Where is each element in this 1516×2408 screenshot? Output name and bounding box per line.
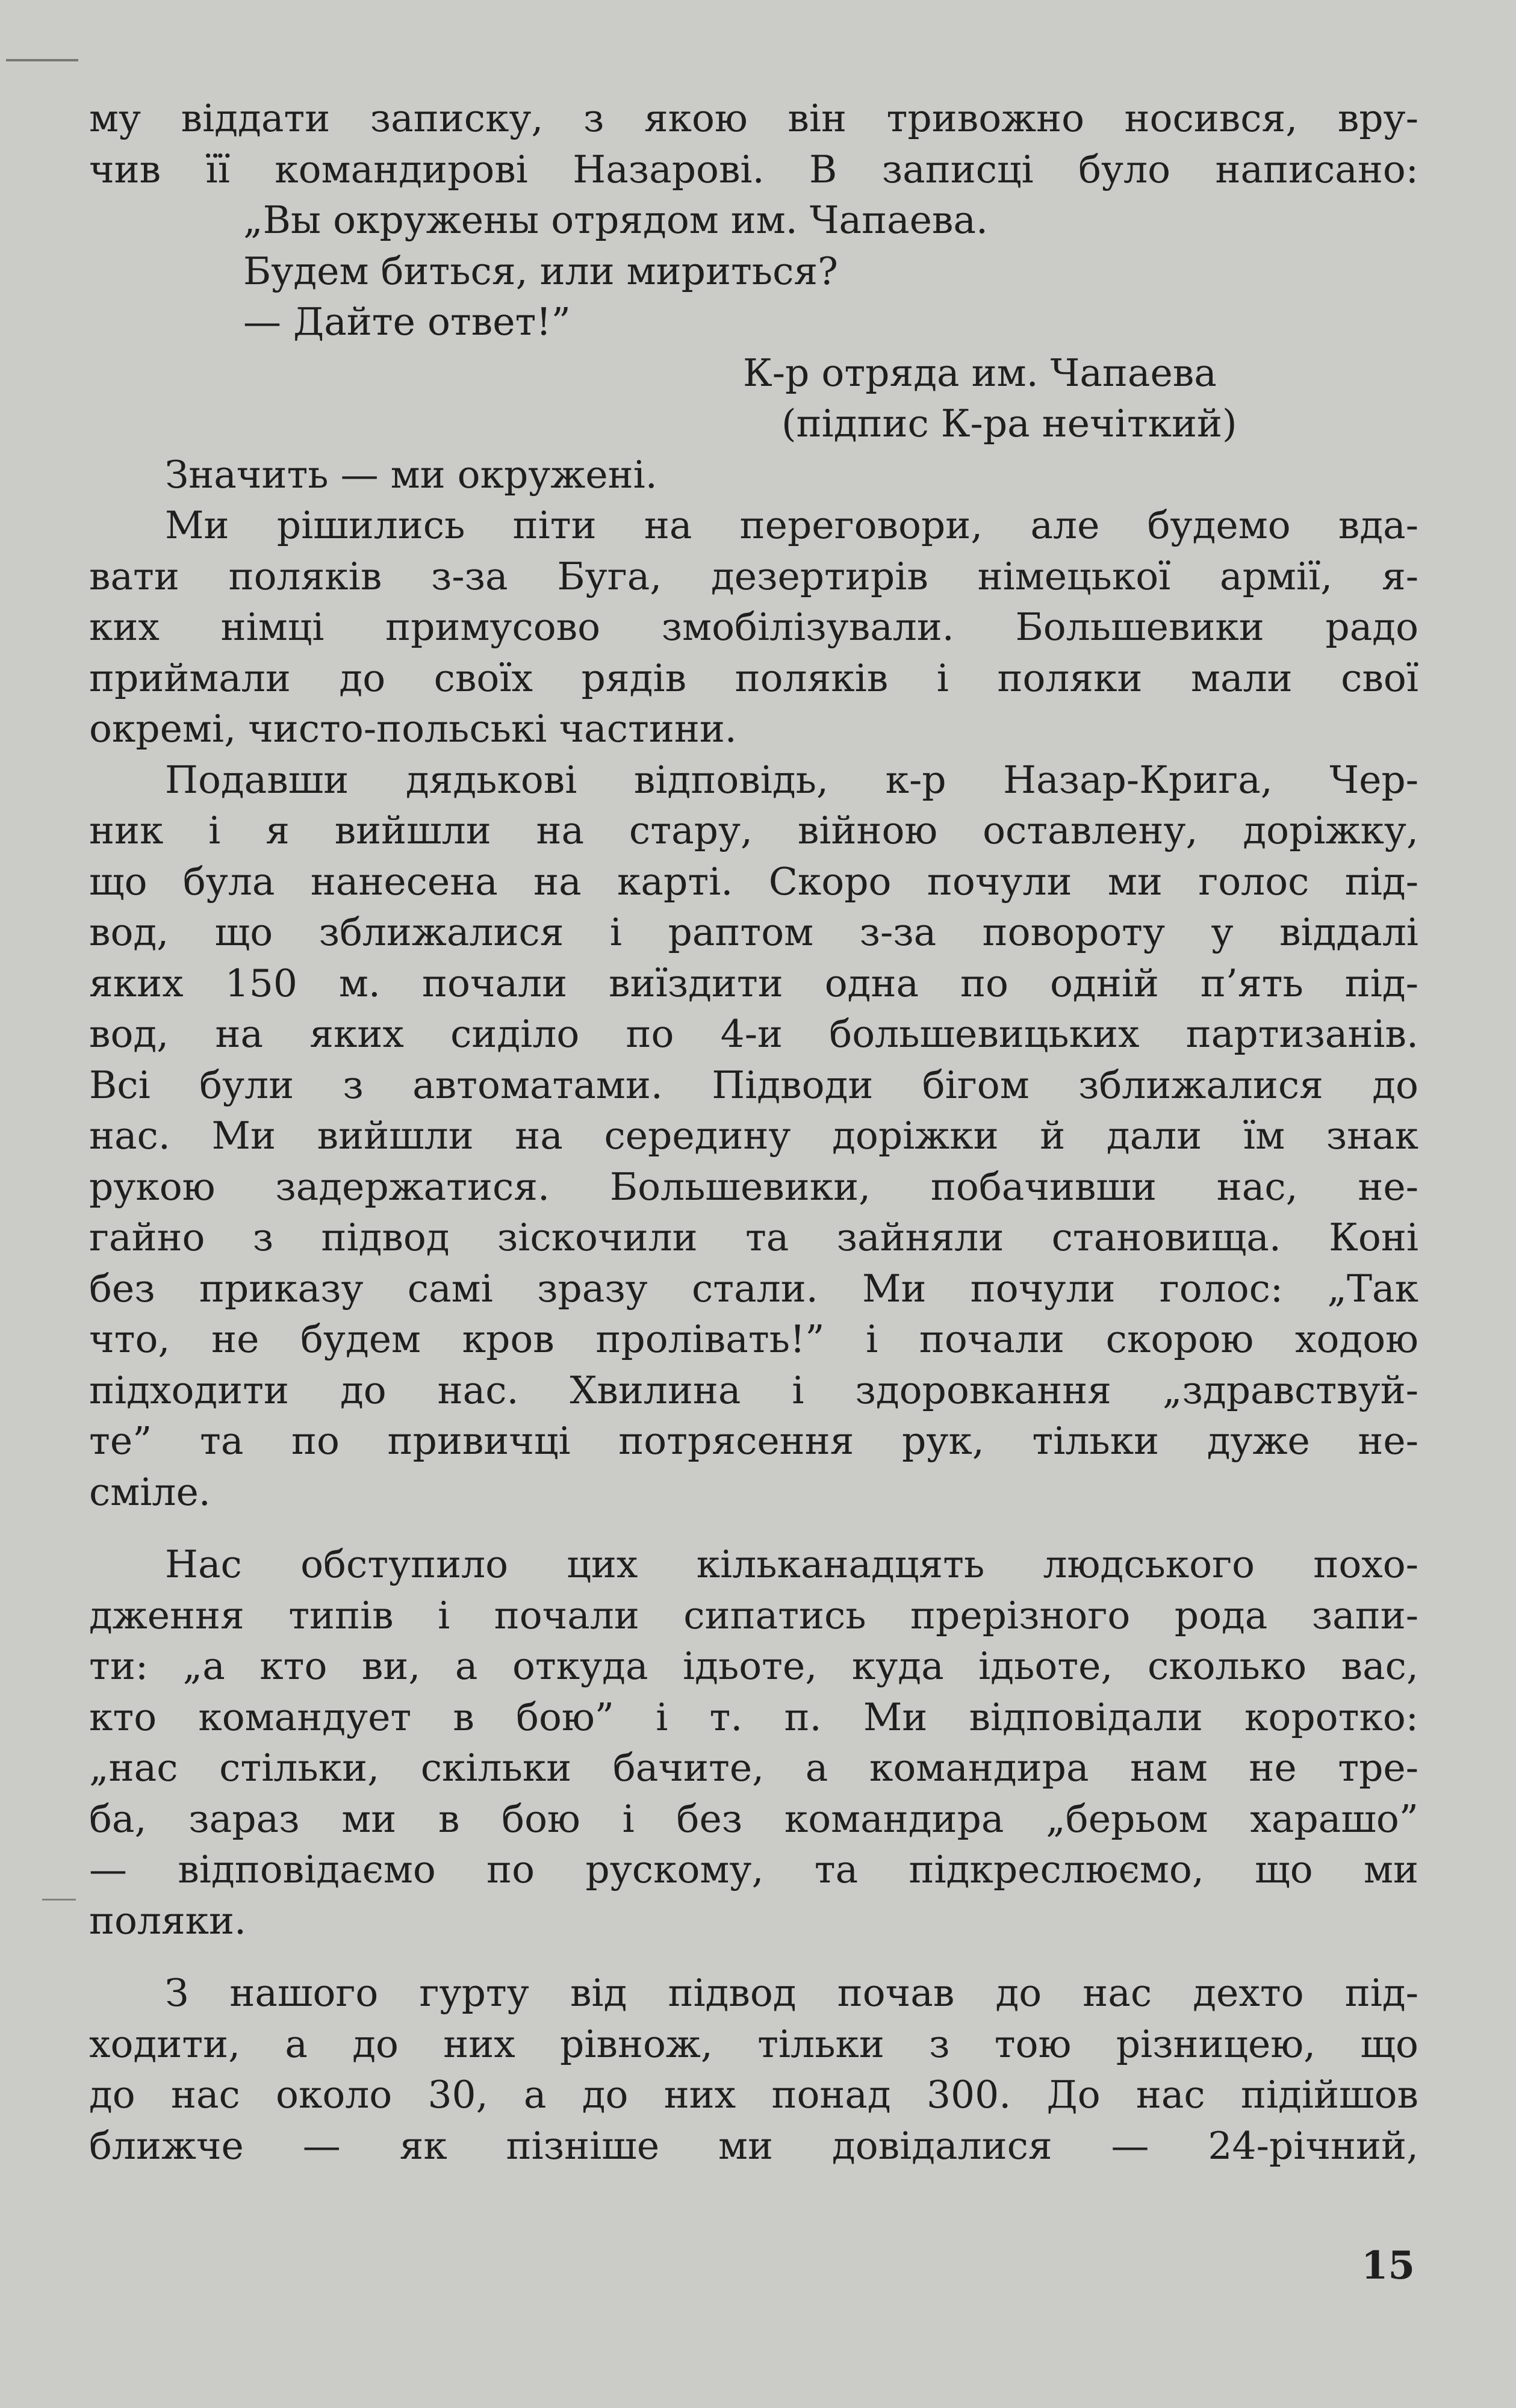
margin-mark: [42, 1899, 76, 1901]
text-line: підходити до нас. Хвилина і здоровкання „здравствуй-: [89, 1368, 1418, 1412]
text-line: „нас стільки, скільки бачите, а командира нам не тре-: [89, 1746, 1418, 1790]
text-line: без приказу самі зразу стали. Ми почули голос: „Так: [89, 1266, 1418, 1311]
text-line: ходити, а до них рівнож, тільки з тою різницею, що: [89, 2022, 1418, 2066]
text-line: приймали до своїх рядів поляків і поляки мали свої: [89, 656, 1418, 700]
text-line: ти: „а кто ви, а откуда ідьоте, куда ідьоте, сколько вас,: [89, 1644, 1418, 1688]
text-line: Нас обступило цих кільканадцять людського похо-: [165, 1542, 1418, 1586]
text-line: до нас около 30, а до них понад 300. До нас підійшов: [89, 2073, 1418, 2117]
text-line: Ми рішились піти на переговори, але будемо вда-: [165, 503, 1418, 547]
text-line: гайно з підвод зіскочили та зайняли становища. Коні: [89, 1215, 1418, 1259]
text-line: яких 150 м. почали виїздити одна по одній п’ять під-: [89, 961, 1418, 1005]
text-line: что, не будем кров пролівать!” і почали скорою ходою: [89, 1317, 1418, 1361]
text-line: — відповідаємо по рускому, та підкреслюємо, що ми: [89, 1848, 1418, 1891]
quoted-note-line: „Вы окружены отрядом им. Чапаева.: [243, 198, 988, 242]
text-line: му віддати записку, з якою він тривожно носився, вру-: [89, 96, 1418, 140]
paragraph-gap: [89, 1518, 1418, 1539]
text-line: поляки.: [89, 1898, 247, 1943]
text-line: ких німці примусово змобілізували. Большевики радо: [89, 605, 1418, 649]
text-line: Значить — ми окружені.: [165, 452, 657, 497]
quoted-note-line: — Дайте ответ!”: [243, 300, 571, 344]
text-line: кто командует в бою” і т. п. Ми відповідали коротко:: [89, 1695, 1418, 1739]
text-line: що була нанесена на карті. Скоро почули ми голос під-: [89, 859, 1418, 904]
body-text: [89, 93, 1418, 2171]
quoted-note-line: Будем биться, или мириться?: [243, 249, 838, 293]
text-line: дження типів і почали сипатись прерізного рода запи-: [89, 1593, 1418, 1637]
text-line: вод, що зближалися і раптом з-за повороту у віддалі: [89, 910, 1418, 954]
text-line: нас. Ми вийшли на середину доріжки й дали їм знак: [89, 1114, 1418, 1158]
text-line: рукою задержатися. Большевики, побачивши нас, не-: [89, 1164, 1418, 1209]
paragraph-gap: [89, 1946, 1418, 1968]
text-line: Подавши дядькові відповідь, к-р Назар-Крига, Чер-: [165, 757, 1418, 802]
page-number: 15: [1361, 2243, 1415, 2288]
text-line: чив її командирові Назарові. В записці було написано:: [89, 147, 1418, 191]
text-line: вати поляків з-за Буга, дезертирів німецької армії, я-: [89, 554, 1418, 598]
text-line: вод, на яких сиділо по 4-и большевицьких партизанів.: [89, 1012, 1418, 1056]
text-line: окремі, чисто-польські частини.: [89, 707, 737, 751]
text-line: те” та по привичці потрясення рук, тільки дуже не-: [89, 1419, 1418, 1463]
text-line: ник і я вийшли на стару, війною оставлену, доріжку,: [89, 808, 1418, 852]
text-line: ближче — як пізніше ми довідалися — 24-річний,: [89, 2123, 1418, 2168]
margin-mark: [6, 59, 78, 61]
note-signature: К-р отряда им. Чапаева: [743, 350, 1217, 395]
text-line: сміле.: [89, 1469, 211, 1514]
text-line: Всі були з автоматами. Підводи бігом зближалися до: [89, 1063, 1418, 1107]
text-line: ба, зараз ми в бою і без командира „берьом харашо”: [89, 1796, 1418, 1841]
text-line: З нашого гурту від підвод почав до нас дехто під-: [165, 1971, 1418, 2015]
note-signature: (підпис К-ра нечіткий): [781, 402, 1237, 445]
